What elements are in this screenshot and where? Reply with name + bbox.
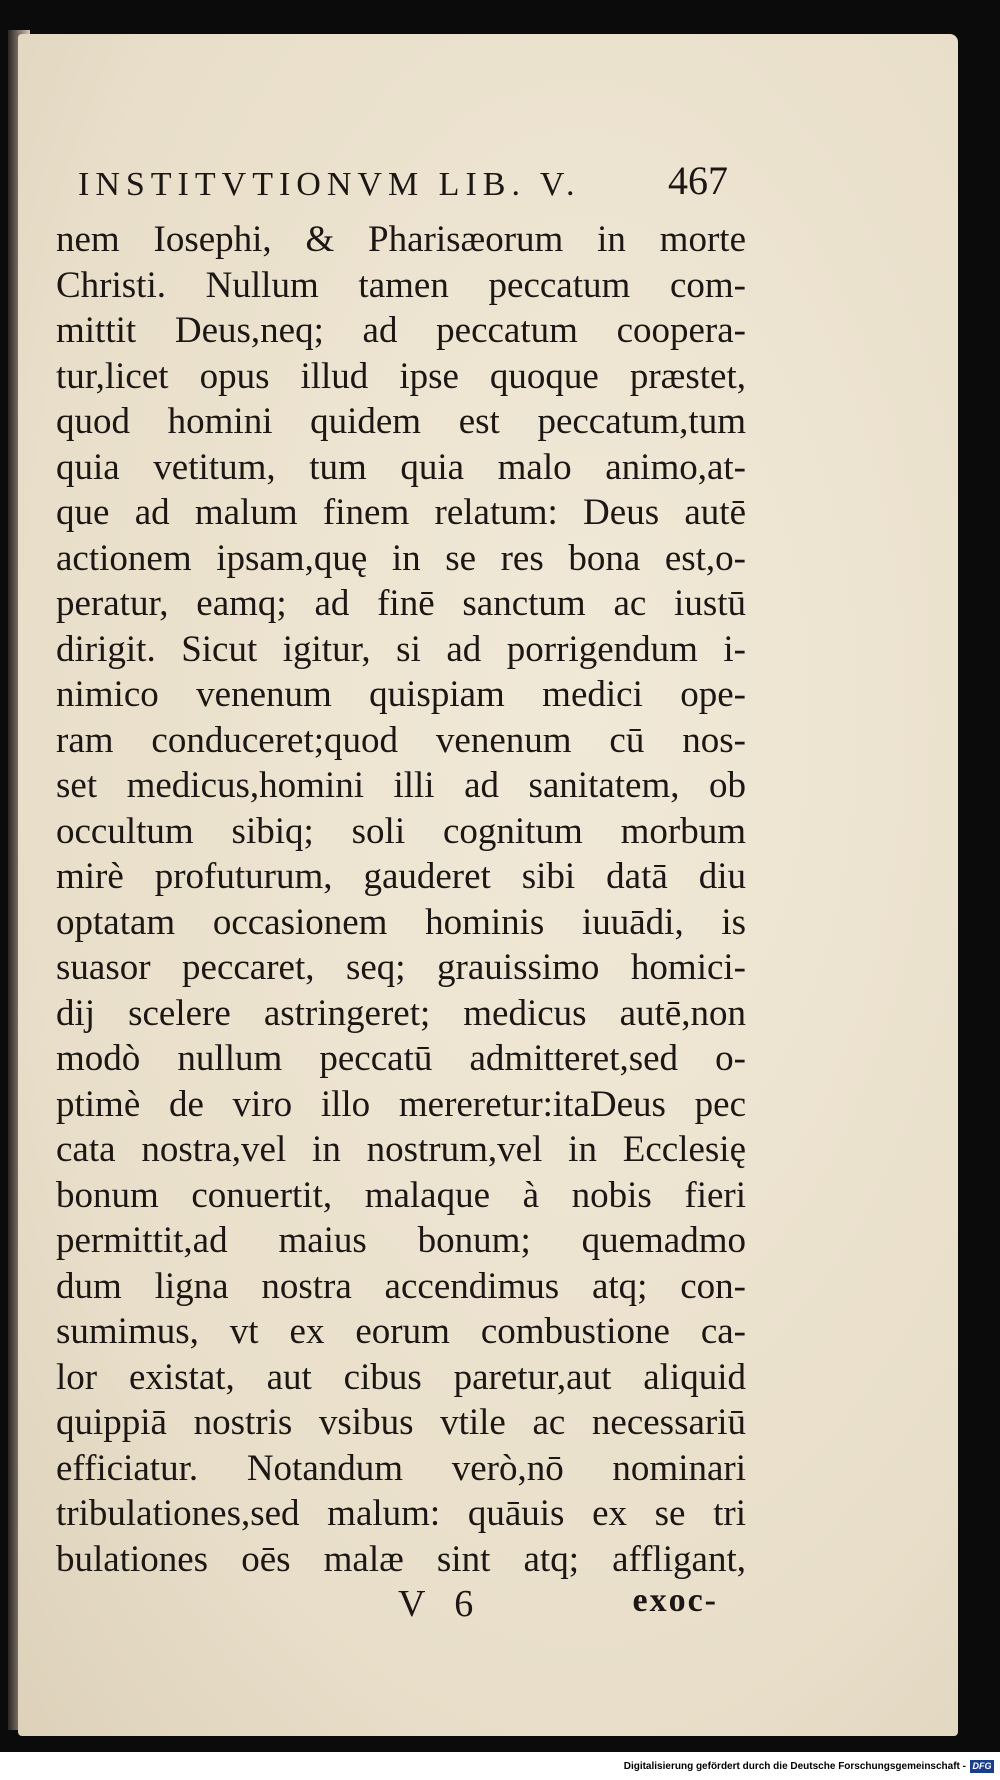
text-line: set medicus,homini illi ad sanitatem, ob: [56, 765, 746, 806]
text-line: permittit,ad maius bonum; quemadmo: [56, 1220, 746, 1261]
text-line: cata nostra,vel in nostrum,vel in Ecclesię: [56, 1129, 746, 1170]
page-header: [78, 134, 728, 204]
text-line: lor existat, aut cibus paretur,aut aliquid: [56, 1356, 746, 1398]
page-number: 467: [668, 158, 728, 203]
text-line: occultum sibiq; soli cognitum morbum: [56, 810, 746, 852]
text-line: Christi. Nullum tamen peccatum com-: [56, 264, 746, 306]
text-line: actionem ipsam,quę in se res bona est,o-: [56, 537, 746, 579]
text-line: mittit Deus,neq; ad peccatum coopera-: [56, 310, 746, 351]
text-line: dij scelere astringeret; medicus autē,non: [56, 992, 746, 1034]
text-line: modò nullum peccatū admitteret,sed o-: [56, 1038, 746, 1079]
text-line: dirigit. Sicut igitur, si ad porrigendum i-: [56, 628, 746, 670]
text-line: tur,licet opus illud ipse quoque præstet,: [56, 355, 746, 397]
signature-mark: V 6: [398, 1583, 484, 1625]
text-line: bonum conuertit, malaque à nobis fieri: [56, 1174, 746, 1216]
running-title: INSTITVTIONVM LIB. V.: [78, 166, 581, 203]
text-line: nem Iosephi, & Pharisæorum in morte: [56, 219, 746, 260]
text-line: que ad malum finem relatum: Deus autē: [56, 492, 746, 533]
text-line: optatam occasionem hominis iuuādi, is: [56, 901, 746, 943]
text-line: bulationes oēs malæ sint atq; affligant,: [56, 1538, 746, 1580]
book-page: [18, 34, 958, 1736]
digitization-credit: Digitalisierung gefördert durch die Deutsche Forschungsgemeinschaft -: [623, 1761, 966, 1772]
text-line: ram conduceret;quod venenum cū nos-: [56, 719, 746, 761]
text-line: quippiā nostris vsibus vtile ac necessariū: [56, 1402, 746, 1443]
text-line: dum ligna nostra accendimus atq; con-: [56, 1265, 746, 1307]
dfg-logo-icon: DFG: [970, 1760, 994, 1773]
text-line: quod homini quidem est peccatum,tum: [56, 401, 746, 442]
body-text: [56, 217, 746, 1580]
text-line: nimico venenum quispiam medici ope-: [56, 674, 746, 715]
text-line: sumimus, vt ex eorum combustione ca-: [56, 1311, 746, 1352]
text-line: quia vetitum, tum quia malo animo,at-: [56, 446, 746, 488]
text-line: tribulationes,sed malum: quāuis ex se tri: [56, 1493, 746, 1534]
text-line: mirè profuturum, gauderet sibi datā diu: [56, 856, 746, 897]
text-line: peratur, eamq; ad finē sanctum ac iustū: [56, 583, 746, 624]
page-footer: [318, 1582, 718, 1632]
text-line: efficiatur. Notandum verò,nō nominari: [56, 1447, 746, 1489]
text-line: ptimè de viro illo mereretur:itaDeus pec: [56, 1083, 746, 1125]
text-line: suasor peccaret, seq; grauissimo homici-: [56, 947, 746, 988]
catchword: exoc-: [632, 1582, 718, 1619]
